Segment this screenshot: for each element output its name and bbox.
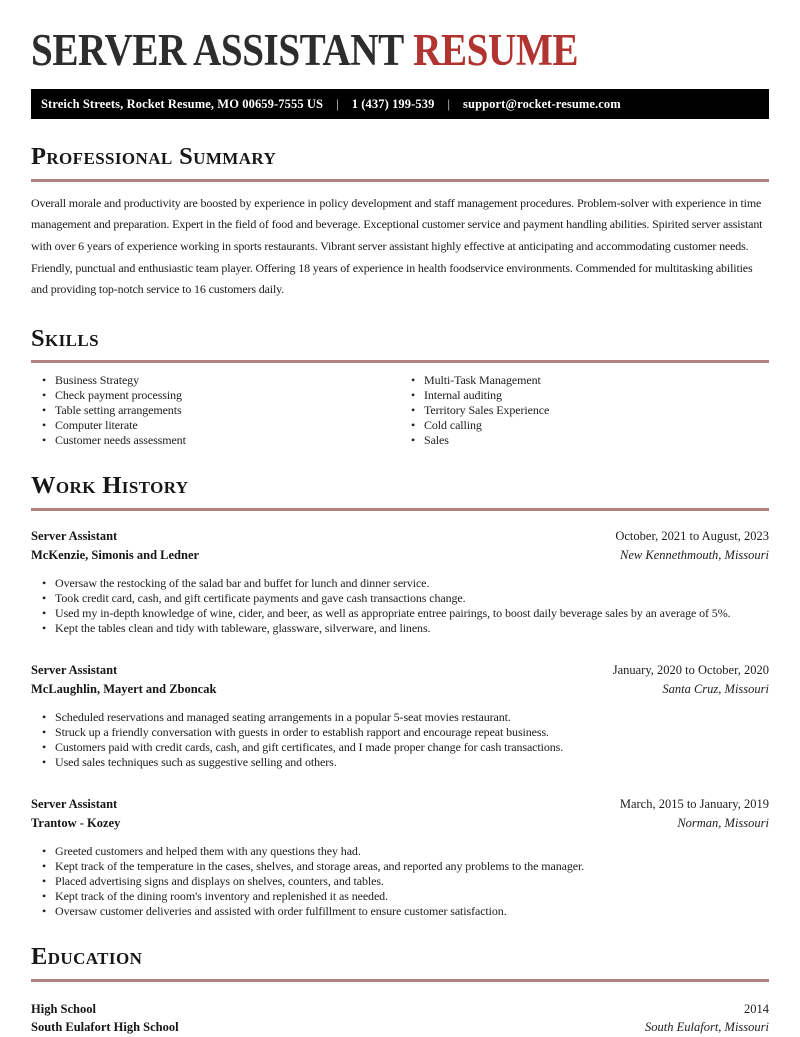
job-company-row	[31, 546, 769, 565]
job-company: Trantow - Kozey	[31, 815, 121, 830]
job-bullet: • Customers paid with credit cards, cash, and gift certificates, and I made proper change for cash transactions.	[31, 740, 769, 755]
skills-column-left	[31, 373, 400, 448]
job-bullet: • Used my in-depth knowledge of wine, cider, and beer, as well as appropriate entree pairings, to boost daily beverage sales by an average of 5%.	[31, 606, 769, 621]
job-dates: March, 2015 to January, 2019	[619, 797, 769, 812]
job-company: McLaughlin, Mayert and Zboncak	[31, 681, 217, 696]
job-bullet: • Oversaw customer deliveries and assisted with order fulfillment to ensure customer satisfaction.	[31, 904, 769, 919]
job-list	[31, 527, 769, 919]
education-school: South Eulafort High School	[31, 1020, 179, 1035]
skill-item: • Territory Sales Experience	[400, 403, 769, 418]
page-title	[31, 25, 673, 75]
education-section-heading: Education	[31, 944, 769, 982]
job-bullet: • Took credit card, cash, and gift certificate payments and gave cash transactions change.	[31, 591, 769, 606]
contact-divider: |	[336, 96, 339, 111]
job-company-row	[31, 680, 769, 699]
job-company-row	[31, 814, 769, 833]
contact-phone: 1 (437) 199-539	[351, 96, 435, 111]
job-bullet: • Placed advertising signs and displays on shelves, counters, and tables.	[31, 874, 769, 889]
job-bullet: • Scheduled reservations and managed seating arrangements in a popular 5-seat movies restaurant.	[31, 710, 769, 725]
job-bullet-list	[31, 710, 769, 770]
job-dates: January, 2020 to October, 2020	[612, 663, 769, 678]
job-dates: October, 2021 to August, 2023	[615, 529, 769, 544]
contact-bar	[31, 89, 769, 119]
education-entry	[31, 1000, 769, 1037]
skill-item: • Sales	[400, 433, 769, 448]
section-professional-summary	[31, 144, 769, 301]
job-bullet: • Struck up a friendly conversation with guests in order to establish rapport and encourage repeat business.	[31, 725, 769, 740]
job-title: Server Assistant	[31, 529, 118, 544]
skills-columns	[31, 373, 769, 448]
job-location: New Kennethmouth, Missouri	[620, 547, 769, 562]
job-title-row	[31, 795, 769, 814]
contact-divider: |	[447, 96, 451, 111]
job-bullet: • Kept track of the dining room's inventory and replenished it as needed.	[31, 889, 769, 904]
education-school-row	[31, 1018, 769, 1037]
education-degree: High School	[31, 1001, 96, 1016]
skill-item: • Computer literate	[31, 418, 400, 433]
skill-item: • Customer needs assessment	[31, 433, 400, 448]
job-entry	[31, 795, 769, 919]
skill-item: • Table setting arrangements	[31, 403, 400, 418]
job-bullet-list	[31, 576, 769, 636]
job-bullet: • Kept track of the temperature in the cases, shelves, and storage areas, and reported any problems to the manager.	[31, 859, 769, 874]
page-title-accent-text: RESUME	[413, 25, 579, 75]
page-title-accent	[404, 25, 578, 75]
skill-item: • Check payment processing	[31, 388, 400, 403]
job-bullet: • Greeted customers and helped them with any questions they had.	[31, 844, 769, 859]
job-bullet: • Oversaw the restocking of the salad bar and buffet for lunch and dinner service.	[31, 576, 769, 591]
job-title-row	[31, 527, 769, 546]
section-education	[31, 944, 769, 1037]
skills-column-right	[400, 373, 769, 448]
job-title: Server Assistant	[31, 797, 118, 812]
page-title-primary: SERVER ASSISTANT	[31, 25, 404, 75]
education-year: 2014	[744, 1001, 769, 1016]
skills-section-heading: Skills	[31, 326, 769, 364]
contact-address: Streich Streets, Rocket Resume, MO 00659-7555 US	[41, 96, 324, 111]
skill-item: • Internal auditing	[400, 388, 769, 403]
job-location: Santa Cruz, Missouri	[662, 681, 769, 696]
contact-email: support@rocket-resume.com	[463, 96, 621, 111]
job-bullet: • Used sales techniques such as suggestive selling and others.	[31, 755, 769, 770]
section-skills	[31, 326, 769, 449]
job-location: Norman, Missouri	[677, 815, 769, 830]
summary-text: Overall morale and productivity are boosted by experience in policy development and staff management procedures. Problem-solver with experience in time management and preparation. Expert in the field of food and beverage. Exceptional customer service and payment handling abilities. Spirited server assistant with over 6 years of experience working in sports restaurants. Vibrant server assistant highly effective at anticipating and accommodating customer needs. Friendly, punctual and enthusiastic team player. Offering 18 years of experience in health foodservice environments. Commended for multitasking abilities and providing top-notch service to 16 customers daily.	[31, 195, 763, 297]
education-degree-row	[31, 1000, 769, 1019]
skill-item: • Multi-Task Management	[400, 373, 769, 388]
work-history-section-heading: Work History	[31, 473, 769, 511]
job-bullet-list	[31, 844, 769, 919]
job-title-row	[31, 661, 769, 680]
skill-item: • Cold calling	[400, 418, 769, 433]
job-bullet: • Kept the tables clean and tidy with tableware, glassware, silverware, and linens.	[31, 621, 769, 636]
summary-section-heading: Professional Summary	[31, 144, 769, 182]
job-company: McKenzie, Simonis and Ledner	[31, 547, 200, 562]
job-entry	[31, 527, 769, 636]
resume-header	[31, 25, 769, 119]
education-location: South Eulafort, Missouri	[645, 1020, 769, 1035]
job-title: Server Assistant	[31, 663, 118, 678]
section-work-history	[31, 473, 769, 919]
job-entry	[31, 661, 769, 770]
skill-item: • Business Strategy	[31, 373, 400, 388]
